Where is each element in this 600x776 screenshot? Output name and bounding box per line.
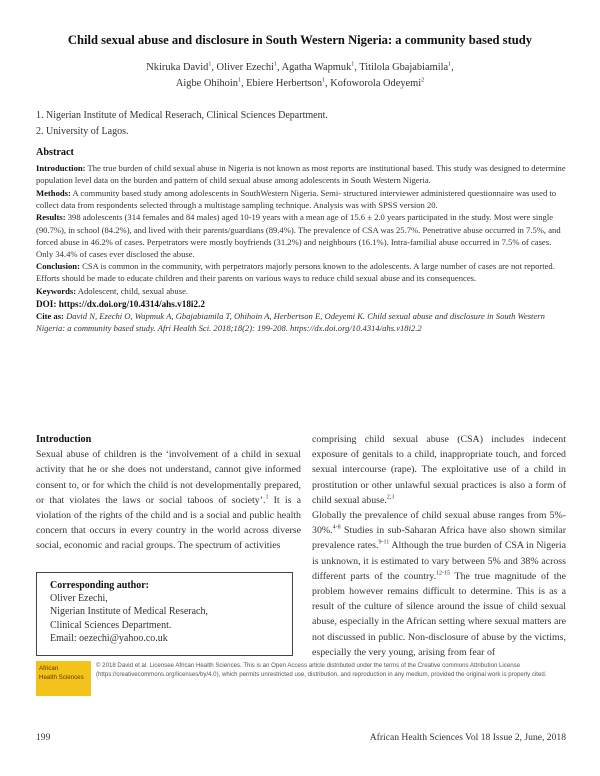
author-name: Nkiruka David (146, 62, 209, 73)
corresponding-dept: Clinical Sciences Department. (50, 619, 172, 631)
body-paragraph (312, 432, 566, 508)
abstract-conclusion (36, 260, 566, 284)
abstract-label: Results: (36, 212, 66, 223)
corresponding-name: Oliver Ezechi, (50, 593, 108, 605)
body-column-right (312, 432, 566, 660)
abstract-label: Keywords: (36, 286, 77, 297)
abstract-label: Methods: (36, 187, 71, 198)
cite-text: David N, Ezechi O, Wapmuk A, Gbajabiamila T, Ohihoin A, Herbertson E, Odeyemi K. Child sexual abuse and disclosure in South Western Nigeria: a community based study. Afri Health Sci. 2018;18(2): 199-208. https://dx.doi.org/10.4314/ahs.v18i2.2 (36, 311, 545, 334)
license-text: © 2018 David et al. Licensee African Health Sciences. This is an Open Access article distributed under the terms of the Creative commons Attribution License (https://creativecommons.org/licenses/by/4.0), which permits unrestricted use, distribution, and reproduction in any medium, provided the original work is properly cited. (96, 662, 547, 679)
abstract-keywords (36, 285, 566, 297)
body-paragraph (36, 447, 301, 553)
author-name: Oliver Ezechi (216, 62, 274, 73)
body-text: Globally the prevalence of child sexual abuse ranges from 5%- 30%. (312, 510, 566, 537)
cite-label: Cite as: (36, 311, 64, 322)
abstract-text: A community based study among adolescents in SouthWestern Nigeria. Semi- structured interviewer administered questionnaire was used to collect data from respondents selected through a multistage sampling technique. Analysis was with SPSS version 20. (36, 187, 557, 210)
body-text: It is a violation of the rights of the child and is a social and public health concern that occurs in every country in the world across diverse social, economic and racial groups. The spectrum of activities (36, 494, 301, 552)
logo-text: African (39, 665, 59, 672)
abstract-label: Introduction: (36, 163, 86, 174)
abstract-text: 398 adolescents (314 females and 84 males) aged 10-19 years with a mean age of 15.6 ± 2.0 years participated in the study. Most were single (90.7%), in school (84.2%), and lived with their parents/guardians (89.4%). The prevalence of CSA was 25.7%. Penetrative abuse occurred in 7.5%, and forced abuse in 46.2% of cases. Perpetrators were mostly boyfriends (31.2%) and neighbours (16.1%). Intra-familial abuse occurred in 7.5% of cases. Only 34.4% of cases ever disclosed the abuse. (36, 212, 561, 259)
body-text: Studies in sub-Saharan Africa have also shown similar prevalence rates. (312, 525, 566, 552)
author-affil-sup: 2 (421, 77, 425, 84)
body-column-left (36, 432, 301, 554)
citation-sup: 12-15 (436, 570, 451, 577)
abstract-methods (36, 187, 566, 211)
abstract-section (36, 147, 566, 335)
article-title: Child sexual abuse and disclosure in South Western Nigeria: a community based study (67, 33, 533, 47)
abstract-results (36, 211, 566, 259)
page-number: 199 (36, 732, 51, 743)
author-affil-sup: 1 (273, 61, 277, 68)
body-text: The true magnitude of the problem however remains difficult to determine. This is as a result of the culture of silence around the issue of child sexual abuse, especially in the African setting where sexual matters are not discussed in public. Non-disclosure of abuse by the victims, especially the very young, arising from fear of (312, 570, 566, 658)
author-affil-sup: 1 (448, 61, 452, 68)
body-paragraph (312, 508, 566, 660)
citation (36, 310, 566, 334)
author-affil-sup: 1 (351, 61, 355, 68)
abstract-label: Conclusion: (36, 261, 80, 272)
affiliation-1: 1. Nigerian Institute of Medical Reserach, Clinical Sciences Department. (36, 110, 328, 121)
body-text: Although the true burden of CSA in Nigeria is unknown, it is estimated to vary between 5% and 38% across different parts of the country. (312, 540, 567, 582)
abstract-text: Adolescent, child, sexual abuse. (76, 286, 189, 297)
logo-text: Health Sciences (39, 674, 84, 681)
body-text: Sexual abuse of children is the ‘involvement of a child in sexual activity that he or she does not understand, cannot give informed consent to, or for which the child is not developmentally prepared, or that violates the laws or social taboos of society’. (36, 449, 301, 506)
journal-logo (36, 661, 91, 696)
author-affil-sup: 1 (208, 61, 212, 68)
author-line-1: Nkiruka David$^1$, Oliver Ezechi$^1$, Agatha Wapmuk$^1$, Titilola Gbajabiamila$^1$, (146, 61, 454, 73)
citation-sup: 4-8 (332, 524, 341, 531)
corresponding-email[interactable]: Email: oezechi@yahoo.co.uk (50, 632, 168, 644)
citation-sup: 2,3 (386, 494, 395, 501)
abstract-text: CSA is common in the community, with perpetrators majorly persons known to the adolescents. A large number of cases are not reported. Efforts should be made to educate children and their parents on various ways to reduce child sexual abuse and its consequences. (36, 261, 555, 284)
author-name: Ebiere Herbertson (246, 78, 323, 89)
citation-sup: 9-11 (378, 540, 390, 547)
author-name: Titilola Gbajabiamila (359, 62, 449, 73)
citation-sup: 1 (265, 494, 269, 501)
abstract-heading: Abstract (36, 147, 74, 158)
abstract-text: The true burden of child sexual abuse in Nigeria is not known as most reports are institutional based. This study was designed to determine population level data on the burden and pattern of child sexual abuse among adolescents in South Western Nigeria. (36, 163, 566, 186)
doi-link[interactable]: DOI: https://dx.doi.org/10.4314/ahs.v18i2.2 (36, 299, 205, 310)
introduction-heading: Introduction (36, 434, 92, 445)
corresponding-author-box (36, 572, 293, 656)
abstract-introduction (36, 162, 566, 186)
author-affil-sup: 1 (237, 77, 241, 84)
author-name: Aigbe Ohihoin (175, 78, 238, 89)
author-name: Agatha Wapmuk (281, 62, 352, 73)
author-name: Kofoworola Odeyemi (330, 78, 422, 89)
license-block (36, 661, 566, 709)
corresponding-institute: Nigerian Institute of Medical Reserach, (50, 606, 208, 618)
corresponding-heading: Corresponding author: (50, 580, 149, 591)
author-list (90, 60, 510, 92)
author-line-2: Aigbe Ohihoin$^1$, Ebiere Herbertson$^1$, Kofoworola Odeyemi$^2$ (175, 77, 425, 89)
journal-citation: African Health Sciences Vol 18 Issue 2, June, 2018 (369, 732, 566, 743)
affiliation-2: 2. University of Lagos. (36, 126, 129, 137)
body-text: comprising child sexual abuse (CSA) includes indecent exposure of genitals to a child, inappropriate touch, and forced sexual intercourse (rape). The exploitative use of a child in prostitution or other unlawful sexual practices is also a form of child sexual abuse. (312, 434, 566, 506)
author-affil-sup: 1 (322, 77, 326, 84)
